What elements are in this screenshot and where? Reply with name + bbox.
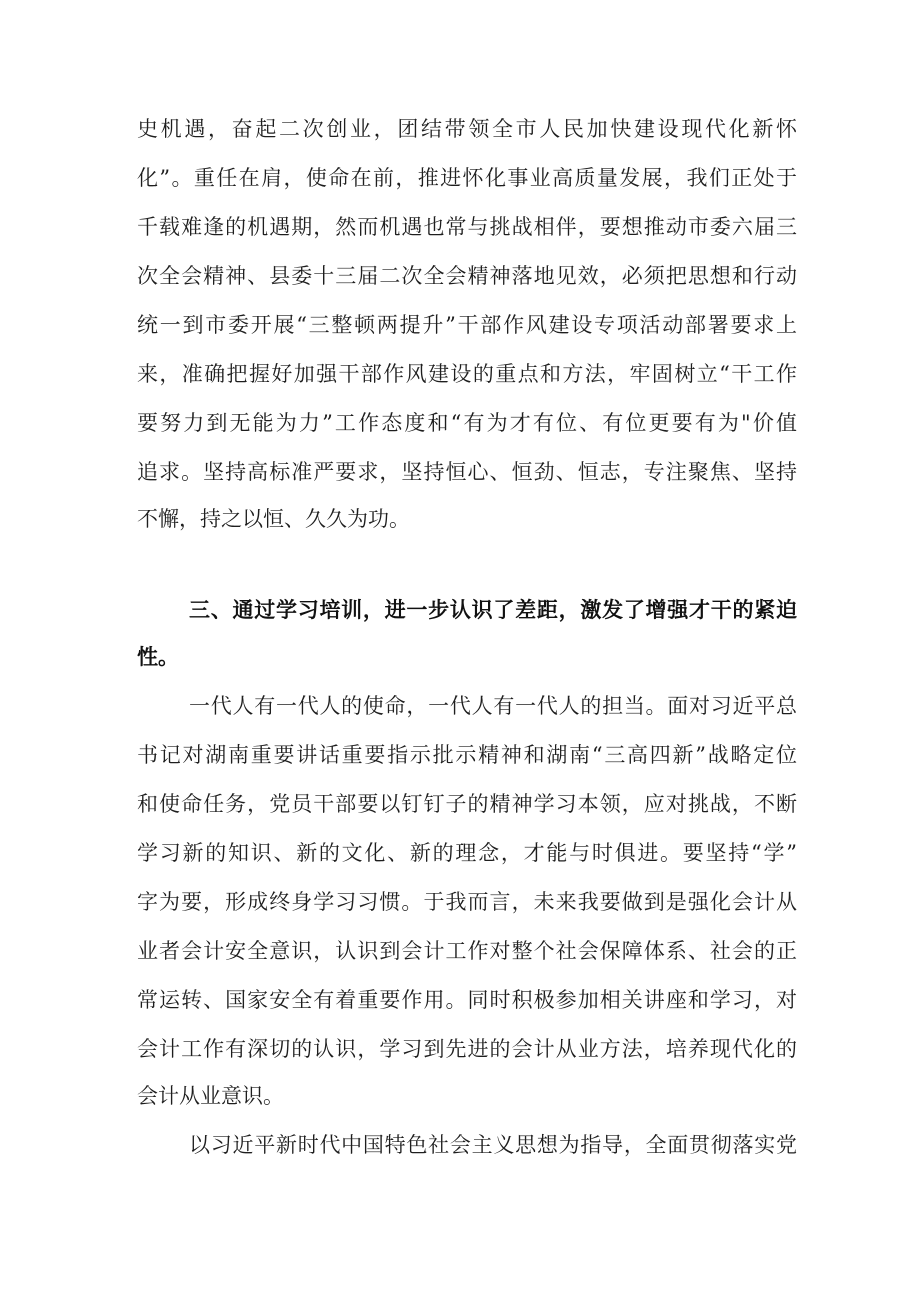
paragraph-1-line-7: 要努力到无能为力”工作态度和“有为才有位、有位更要有为"价值 [137,411,797,435]
paragraph-2-line-4: 学习新的知识、新的文化、新的理念，才能与时俱进。要坚持“学” [137,841,797,865]
paragraph-2-line-3: 和使命任务，党员干部要以钉钉子的精神学习本领，应对挑战，不断 [137,792,797,816]
paragraph-2-line-6: 业者会计安全意识，认识到会计工作对整个社会保障体系、社会的正 [137,939,797,963]
section-heading-line-2: 性。 [137,645,179,669]
paragraph-3-line-1: 以习近平新时代中国特色社会主义思想为指导，全面贯彻落实党 [189,1133,797,1157]
paragraph-1-line-2: 化”。重任在肩，使命在前，推进怀化事业高质量发展，我们正处于 [137,166,797,190]
paragraph-2-line-7: 常运转、国家安全有着重要作用。同时积极参加相关讲座和学习，对 [137,988,797,1012]
paragraph-2-line-1: 一代人有一代人的使命，一代人有一代人的担当。面对习近平总 [189,694,797,718]
paragraph-1-line-5: 统一到市委开展“三整顿两提升”干部作风建设专项活动部署要求上 [137,313,797,337]
paragraph-1-line-8: 追求。坚持高标准严要求，坚持恒心、恒劲、恒志，专注聚焦、坚持 [137,460,797,484]
section-heading-line-1: 三、通过学习培训，进一步认识了差距，激发了增强才干的紧迫 [189,598,797,622]
paragraph-1-line-3: 千载难逢的机遇期，然而机遇也常与挑战相伴，要想推动市委六届三 [137,215,797,239]
paragraph-1-line-1: 史机遇，奋起二次创业，团结带领全市人民加快建设现代化新怀 [137,117,797,141]
paragraph-1-line-4: 次全会精神、县委十三届二次全会精神落地见效，必须把思想和行动 [137,264,797,288]
paragraph-2-line-2: 书记对湖南重要讲话重要指示批示精神和湖南“三高四新”战略定位 [137,743,797,767]
paragraph-2-line-9: 会计从业意识。 [137,1084,284,1108]
paragraph-2-line-8: 会计工作有深切的认识，学习到先进的会计从业方法，培养现代化的 [137,1037,797,1061]
paragraph-1-line-6: 来，准确把握好加强干部作风建设的重点和方法，牢固树立“干工作 [137,362,797,386]
paragraph-1-line-9: 不懈，持之以恒、久久为功。 [137,507,410,531]
paragraph-2-line-5: 字为要，形成终身学习习惯。于我而言，未来我要做到是强化会计从 [137,890,797,914]
